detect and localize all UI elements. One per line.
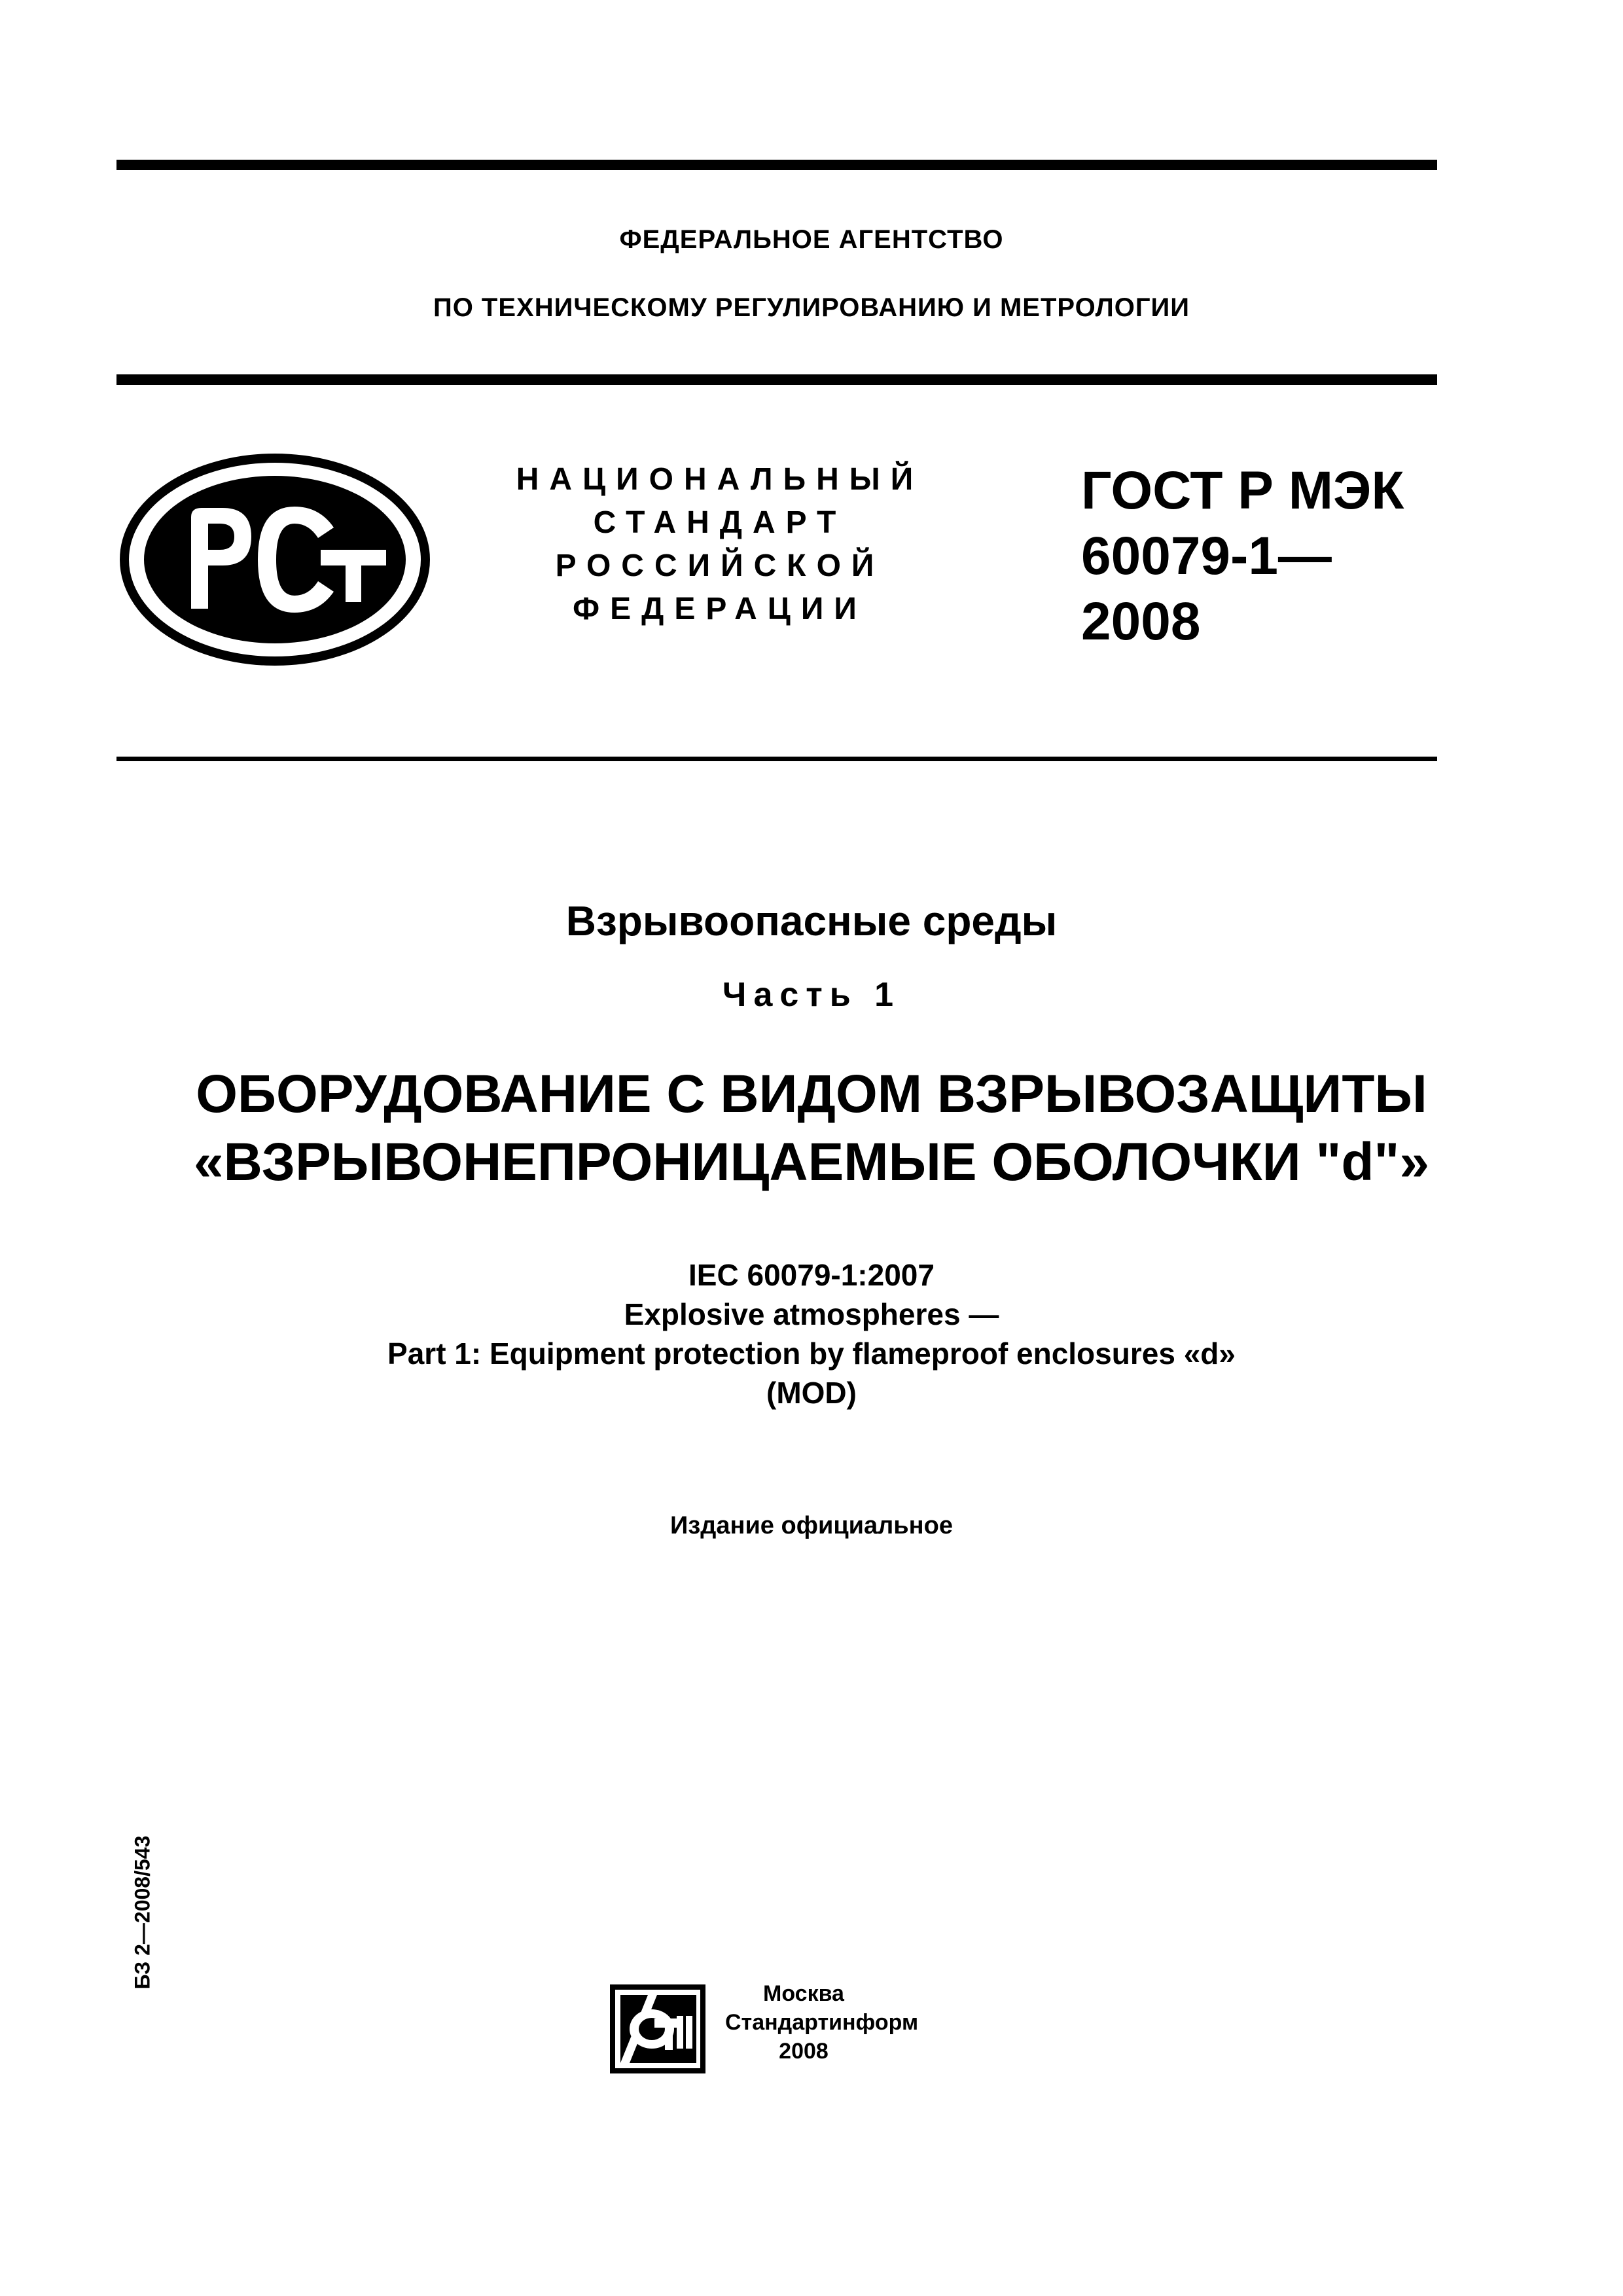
iec-reference-line-2: Explosive atmospheres — [624, 1297, 999, 1331]
iec-reference [0, 1255, 1623, 1412]
publisher-year: 2008 [779, 2039, 829, 2064]
standartinform-logo-icon [609, 1983, 707, 2075]
main-title-line-1: ОБОРУДОВАНИЕ С ВИДОМ ВЗРЫВОЗАЩИТЫ [196, 1064, 1427, 1124]
top-rule [116, 160, 1437, 170]
designation-rule [116, 757, 1437, 761]
main-title [0, 1060, 1623, 1196]
standard-type-line-3: РОССИЙСКОЙ [555, 548, 885, 583]
agency-line-2: ПО ТЕХНИЧЕСКОМУ РЕГУЛИРОВАНИЮ И МЕТРОЛОГИИ [433, 293, 1190, 322]
designation-line-1: ГОСТ Р МЭК [1081, 461, 1404, 520]
standard-designation [1081, 458, 1404, 655]
iec-reference-line-4: (MOD) [766, 1376, 857, 1410]
sidebar-code: БЗ 2—2008/543 [130, 1835, 154, 1990]
general-title: Взрывоопасные среды [565, 897, 1058, 944]
standard-type-line-1: НАЦИОНАЛЬНЫЙ [516, 462, 924, 497]
part-title: Часть 1 [722, 976, 901, 1014]
standard-type-line-2: СТАНДАРТ [593, 505, 847, 540]
publisher-block [725, 1979, 919, 2066]
agency-line-1: ФЕДЕРАЛЬНОЕ АГЕНТСТВО [619, 225, 1004, 254]
rst-certification-mark-icon [118, 452, 432, 668]
standard-type-block [484, 458, 955, 631]
main-title-line-2: «ВЗРЫВОНЕПРОНИЦАЕМЫЕ ОБОЛОЧКИ "d"» [194, 1132, 1429, 1192]
designation-line-3: 2008 [1081, 592, 1201, 651]
designation-line-2: 60079-1— [1081, 526, 1332, 586]
edition-label: Издание официальное [670, 1512, 953, 1539]
header-rule [116, 374, 1437, 385]
publisher-city: Москва [763, 1981, 844, 2006]
iec-reference-line-3: Part 1: Equipment protection by flameproof enclosures «d» [387, 1336, 1236, 1371]
standard-type-line-4: ФЕДЕРАЦИИ [573, 592, 867, 626]
publisher-name: Стандартинформ [725, 2010, 919, 2035]
iec-reference-line-1: IEC 60079-1:2007 [688, 1258, 935, 1292]
